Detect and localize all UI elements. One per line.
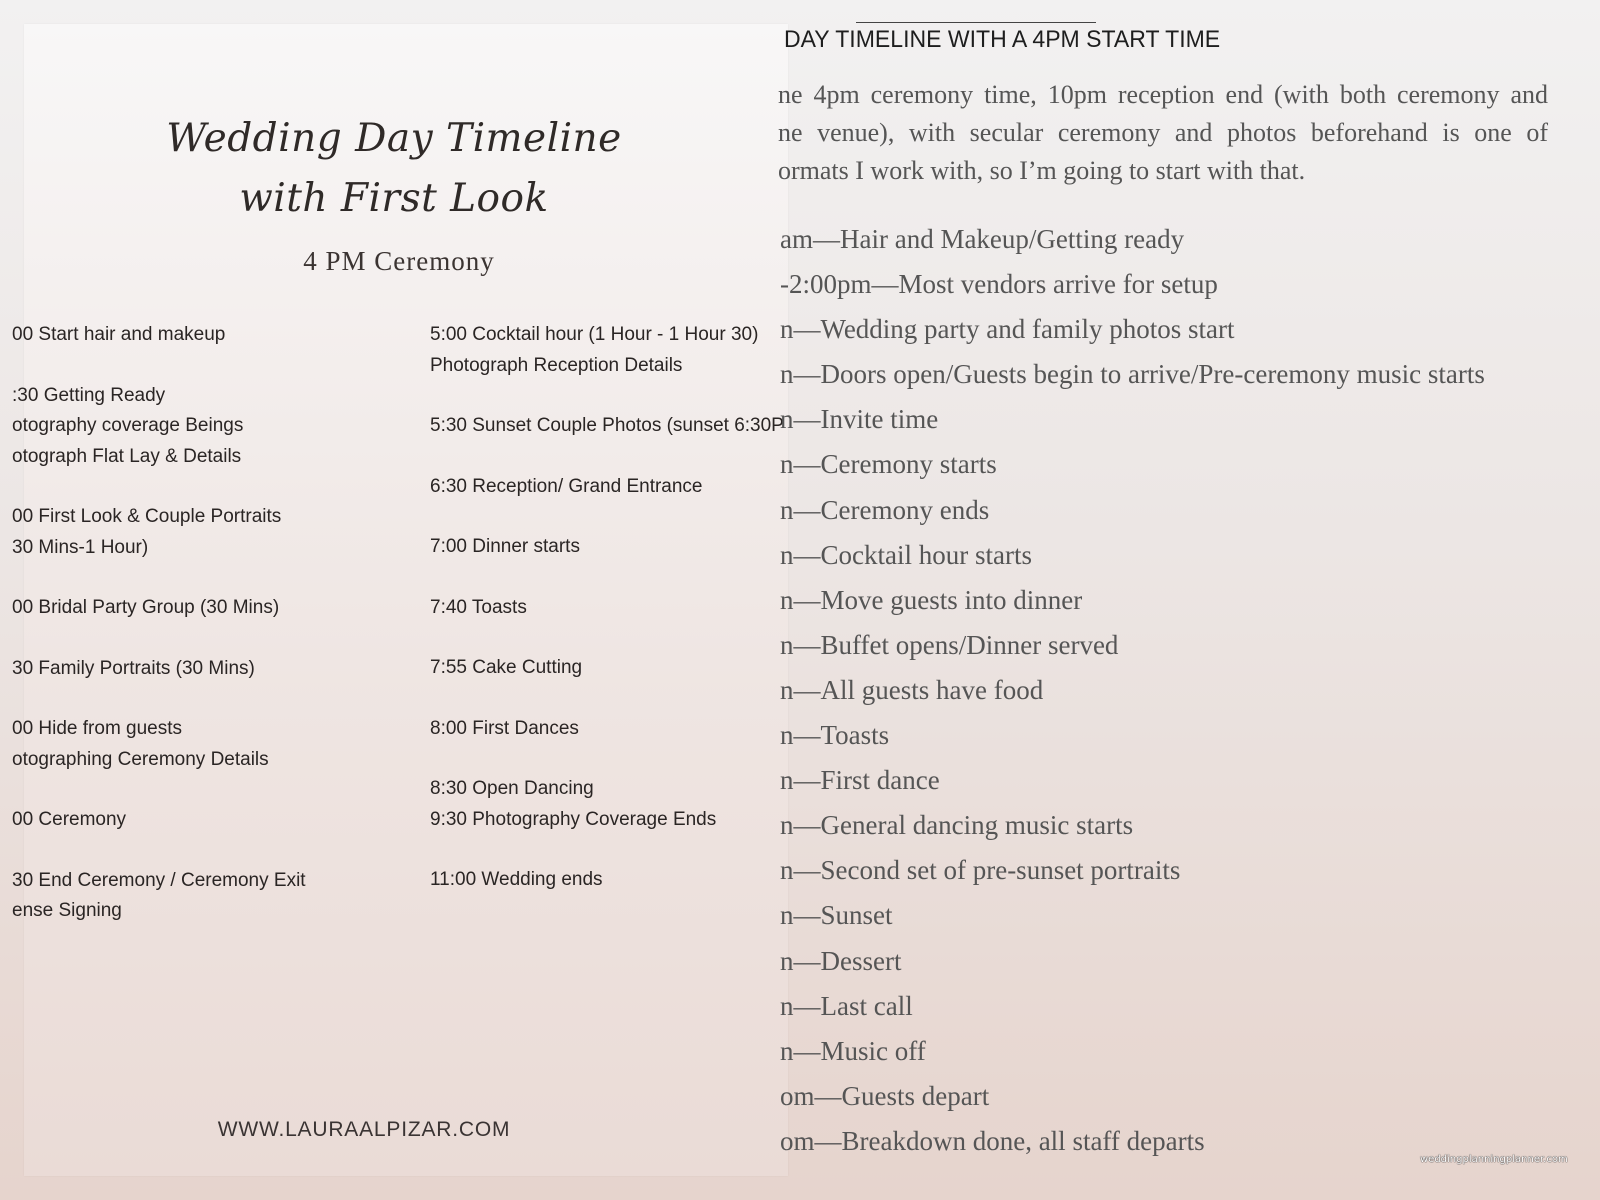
schedule-item-line: 11:00 Wedding ends: [430, 869, 603, 890]
timeline-list: [780, 219, 1580, 1166]
website-link[interactable]: WWW.LAURAALPIZAR.COM: [217, 1118, 511, 1141]
timeline-entry: n—Second set of pre-sunset portraits: [780, 855, 1181, 886]
timeline-entry: n—Dessert: [780, 945, 902, 976]
timeline-entry: om—Guests depart: [780, 1080, 990, 1111]
schedule-item: [12, 654, 432, 685]
timeline-entry: -2:00pm—Most vendors arrive for setup: [780, 269, 1218, 300]
timeline-entry: n—Ceremony ends: [780, 494, 990, 525]
schedule-item-line: ense Signing: [12, 900, 122, 921]
schedule-item-line: 00 First Look & Couple Portraits: [12, 506, 282, 527]
timeline-entry: om—Breakdown done, all staff departs: [780, 1125, 1205, 1156]
schedule-item-line: 7:55 Cake Cutting: [430, 657, 583, 678]
heading-rule: [856, 22, 1096, 23]
schedule-item-line: otograph Flat Lay & Details: [12, 445, 242, 467]
timeline-entry: am—Hair and Makeup/Getting ready: [780, 224, 1185, 254]
left-schedule-column: [12, 320, 432, 957]
timeline-entry: n—General dancing music starts: [780, 810, 1134, 841]
timeline-entry: n—Cocktail hour starts: [780, 539, 1032, 570]
timeline-card: [12, 24, 788, 1176]
timeline-entry: n—Doors open/Guests begin to arrive/Pre-ceremony music starts: [780, 359, 1485, 390]
schedule-item: [12, 805, 432, 836]
schedule-item-line: 7:40 Toasts: [430, 596, 527, 618]
card-title-line2: with First Look: [239, 176, 549, 221]
schedule-item-line: 7:00 Dinner starts: [430, 536, 580, 557]
schedule-item-line: 9:30 Photography Coverage Ends: [430, 808, 717, 830]
schedule-item-line: 00 Start hair and makeup: [12, 324, 226, 345]
watermark: weddingplanningplanner.com: [1420, 1154, 1568, 1165]
intro-line: ne 4pm ceremony time, 10pm reception end (with both ceremony and: [778, 80, 1548, 109]
schedule-item-line: Photograph Reception Details: [430, 354, 683, 376]
schedule-item-line: 30 Mins-1 Hour): [12, 536, 149, 558]
schedule-item-line: 5:30 Sunset Couple Photos (sunset 6:30P: [430, 415, 784, 436]
card-title-line1: Wedding Day Timeline: [166, 116, 622, 161]
schedule-item: [12, 320, 432, 351]
intro-line: ne venue), with secular ceremony and photos beforehand is one of: [778, 118, 1548, 147]
timeline-entry: n—Invite time: [780, 404, 939, 435]
schedule-item-line: 6:30 Reception/ Grand Entrance: [430, 475, 703, 497]
timeline-entry: n—Sunset: [780, 900, 893, 931]
timeline-entry: n—First dance: [780, 765, 940, 796]
schedule-item: [12, 714, 432, 775]
schedule-item-line: 00 Bridal Party Group (30 Mins): [12, 597, 280, 618]
schedule-item: [12, 866, 432, 927]
timeline-entry: n—Buffet opens/Dinner served: [780, 629, 1119, 660]
schedule-item-line: otography coverage Beings: [12, 415, 244, 436]
article-heading: DAY TIMELINE WITH A 4PM START TIME: [784, 26, 1221, 53]
intro-paragraph: [778, 76, 1548, 190]
timeline-entry: n—Last call: [780, 990, 913, 1021]
intro-line: ormats I work with, so I’m going to start with that.: [778, 156, 1306, 185]
timeline-entry: n—Music off: [780, 1035, 926, 1066]
article-panel: [778, 0, 1600, 1200]
schedule-item: [12, 502, 432, 563]
schedule-item: [12, 381, 432, 473]
schedule-item-line: 00 Ceremony: [12, 809, 127, 830]
card-subtitle: 4 PM Ceremony: [303, 246, 495, 276]
schedule-item-line: 5:00 Cocktail hour (1 Hour - 1 Hour 30): [430, 324, 759, 345]
timeline-entry: n—Wedding party and family photos start: [780, 314, 1235, 345]
schedule-item-line: 00 Hide from guests: [12, 718, 183, 739]
schedule-item-line: 30 End Ceremony / Ceremony Exit: [12, 869, 306, 891]
timeline-entry: n—All guests have food: [780, 674, 1044, 705]
schedule-item-line: 8:00 First Dances: [430, 717, 579, 739]
schedule-item-line: 8:30 Open Dancing: [430, 778, 594, 799]
schedule-item-line: :30 Getting Ready: [12, 384, 166, 406]
schedule-item-line: otographing Ceremony Details: [12, 748, 269, 770]
timeline-entry: n—Move guests into dinner: [780, 584, 1083, 615]
schedule-item-line: 30 Family Portraits (30 Mins): [12, 657, 255, 679]
timeline-entry: n—Ceremony starts: [780, 449, 997, 480]
timeline-entry: n—Toasts: [780, 720, 890, 751]
schedule-item: [12, 593, 432, 624]
